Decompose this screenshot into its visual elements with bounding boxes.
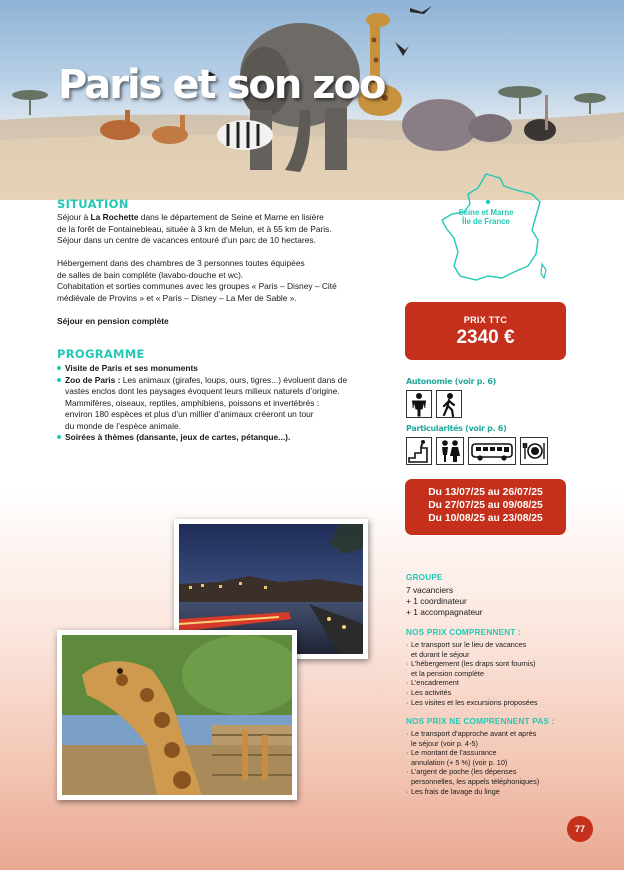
list-item: · Le transport d’approche avant et après le séjour (voir p. 4-5) <box>406 729 576 748</box>
map-location-label: Seine et Marne Île de France <box>458 208 514 226</box>
page-number: 77 <box>567 816 593 842</box>
situation-line: Hébergement dans des chambres de 3 personnes toutes équipées <box>57 258 305 268</box>
walking-person-icon <box>436 390 462 418</box>
price-box <box>405 302 566 360</box>
programme-heading: PROGRAMME <box>57 347 145 361</box>
groupe-line: + 1 coordinateur <box>406 596 467 606</box>
programme-item: Soirées à thèmes (dansante, jeux de cartes, pétanque...). <box>57 432 397 444</box>
stairs-icon <box>406 437 432 465</box>
situation-text <box>57 212 397 327</box>
date-range: Du 10/08/25 au 23/08/25 <box>428 513 543 524</box>
date-range: Du 13/07/25 au 26/07/25 <box>428 487 543 498</box>
situation-line: Séjour à La Rochette dans le département de Seine et Marne en lisière <box>57 212 324 222</box>
situation-heading: SITUATION <box>57 197 129 211</box>
dates-box <box>405 479 566 535</box>
situation-line: médiévale de Provins » et « Paris – Disney – La Mer de Sable ». <box>57 292 297 303</box>
list-item: · L’hébergement (les draps sont fournis) et la pension complète <box>406 659 576 678</box>
date-range: Du 27/07/25 au 09/08/25 <box>428 500 543 511</box>
list-item: · Les activités <box>406 688 576 698</box>
list-item: · L’argent de poche (les dépenses personnelles, les appels téléphoniques) <box>406 767 576 786</box>
programme-list <box>57 363 397 444</box>
list-item: · L’encadrement <box>406 678 576 688</box>
comprennent-heading: NOS PRIX COMPRENNENT : <box>406 628 521 637</box>
page-title: Paris et son zoo <box>58 62 385 108</box>
particularites-heading: Particularités (voir p. 6) <box>406 424 507 433</box>
list-item: · Les visites et les excursions proposées <box>406 698 576 708</box>
france-map <box>440 172 548 284</box>
groupe-text <box>406 585 483 618</box>
programme-item: Visite de Paris et ses monuments <box>57 363 397 375</box>
ne-comprennent-pas-heading: NOS PRIX NE COMPRENNENT PAS : <box>406 717 555 726</box>
giraffe-photo <box>57 630 297 800</box>
hero-banner <box>0 0 624 200</box>
autonomie-heading: Autonomie (voir p. 6) <box>406 377 497 386</box>
bus-icon <box>468 437 516 465</box>
standing-person-icon <box>406 390 432 418</box>
groupe-line: + 1 accompagnateur <box>406 607 483 617</box>
groupe-heading: GROUPE <box>406 573 443 582</box>
list-item: · Le montant de l’assurance annulation (+ 5 %) (voir p. 10) <box>406 748 576 767</box>
couple-icon <box>436 437 464 465</box>
list-item: · Les frais de lavage du linge <box>406 787 576 797</box>
price-label: PRIX TTC <box>463 315 508 325</box>
situation-line: Cohabitation et sorties communes avec les groupes « Paris – Disney – Cité <box>57 281 337 291</box>
situation-line: de la forêt de Fontainebleau, située à 3 km de Melun, et à 55 km de Paris. <box>57 223 332 234</box>
groupe-line: 7 vacanciers <box>406 585 454 595</box>
meal-icon <box>520 437 548 465</box>
comprennent-list <box>406 640 576 707</box>
situation-line: Séjour en pension complète <box>57 315 169 326</box>
ne-comprennent-pas-list <box>406 729 576 796</box>
situation-line: Séjour dans un centre de vacances entouré d’un parc de 10 hectares. <box>57 235 316 245</box>
list-item: · Le transport sur le lieu de vacances et durant le séjour <box>406 640 576 659</box>
price-value: 2340 € <box>456 327 515 348</box>
situation-line: de salles de bain complète (lavabo-douche et wc). <box>57 269 244 280</box>
programme-item: Zoo de Paris : Les animaux (girafes, loups, ours, tigres...) évoluent dans de vastes enclos dont les paysages évoquent leurs milieux naturels d’origine. Mammifères, oiseaux, reptiles, amphibiens, poissons et invertébrés : environ 180 espèces et plus d’un millier d’animaux créeront un tour du monde de l’espèce animale. <box>57 375 397 433</box>
